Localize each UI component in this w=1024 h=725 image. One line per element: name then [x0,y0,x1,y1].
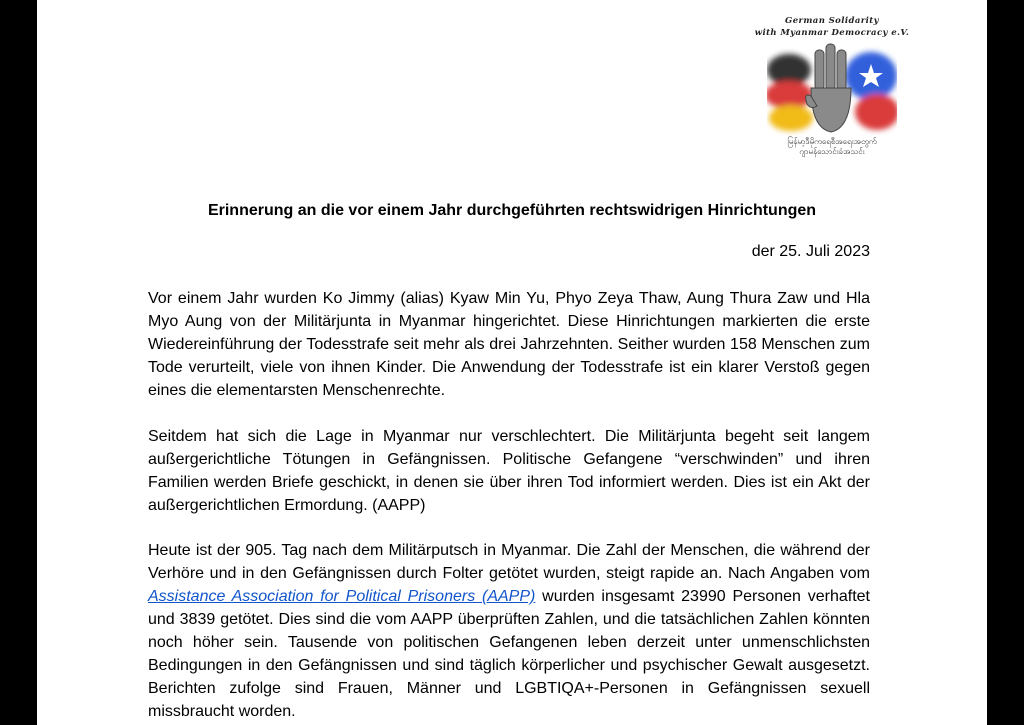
logo-line-1: German Solidarity [785,16,879,26]
paragraph-2: Seitdem hat sich die Lage in Myanmar nur verschlechtert. Die Militärjunta begeht seit langem außergerichtliche Tötungen in Gefängnissen. Politische Gefangene “verschwinden” und ihren Familien werden Briefe geschickt, in denen sie über ihren Tod informiert werden. Dies ist ein Akt der außergerichtlichen Ermordung. (AAPP) [148,428,870,514]
logo-line-2: with Myanmar Democracy e.V. [754,28,910,38]
document-title: Erinnerung an die vor einem Jahr durchgeführten rechtswidrigen Hinrichtungen [207,202,817,219]
aapp-link[interactable]: Assistance Association for Political Prisoners (AAPP) [148,588,536,605]
logo-burmese-line-2: ဂျာမန်သောင်းခံအသင်း [799,147,865,156]
paragraph-3 [148,539,870,723]
logo-burmese-line-1: မြန်မာ့ဒီမိုကရေစီအရေးအတွက် [787,137,877,146]
paragraph-3-text-after: wurden insgesamt 23990 Personen verhaftet und 3839 getötet. Dies sind die vom AAPP überprüften Zahlen, und die tatsächlichen Zahlen könnten noch höher sein. Tausende von politischen Gefangenen leben derzeit unter unmenschlichsten Bedingungen in den Gefängnissen und sind täglich körperlicher und psychischer Gewalt ausgesetzt. Berichten zufolge sind Frauen, Männer und LGBTIQA+-Personen in Gefängnissen sexuell missbraucht worden. [148,588,871,720]
three-finger-salute-icon [767,40,897,136]
paragraph-1: Vor einem Jahr wurden Ko Jimmy (alias) Kyaw Min Yu, Phyo Zeya Thaw, Aung Thura Zaw und Hla Myo Aung von der Militärjunta in Myanmar hingerichtet. Diese Hinrichtungen markierten die erste Wiedereinführung der Todesstrafe seit mehr als drei Jahrzehnten. Seither wurden 158 Menschen zum Tode verurteilt, viele von ihnen Kinder. Die Anwendung der Todesstrafe ist ein klarer Verstoß gegen eines die elementarsten Menschenrechte. [148,290,870,399]
paragraph-3-text-before: Heute ist der 905. Tag nach dem Militärputsch in Myanmar. Die Zahl der Menschen, die während der Verhöre und in den Gefängnissen durch Folter getötet wurden, steigt rapide an. Nach Angaben vom [148,542,870,582]
document-page [37,0,987,725]
document-date: der 25. Juli 2023 [751,243,870,260]
organization-logo [747,12,917,162]
